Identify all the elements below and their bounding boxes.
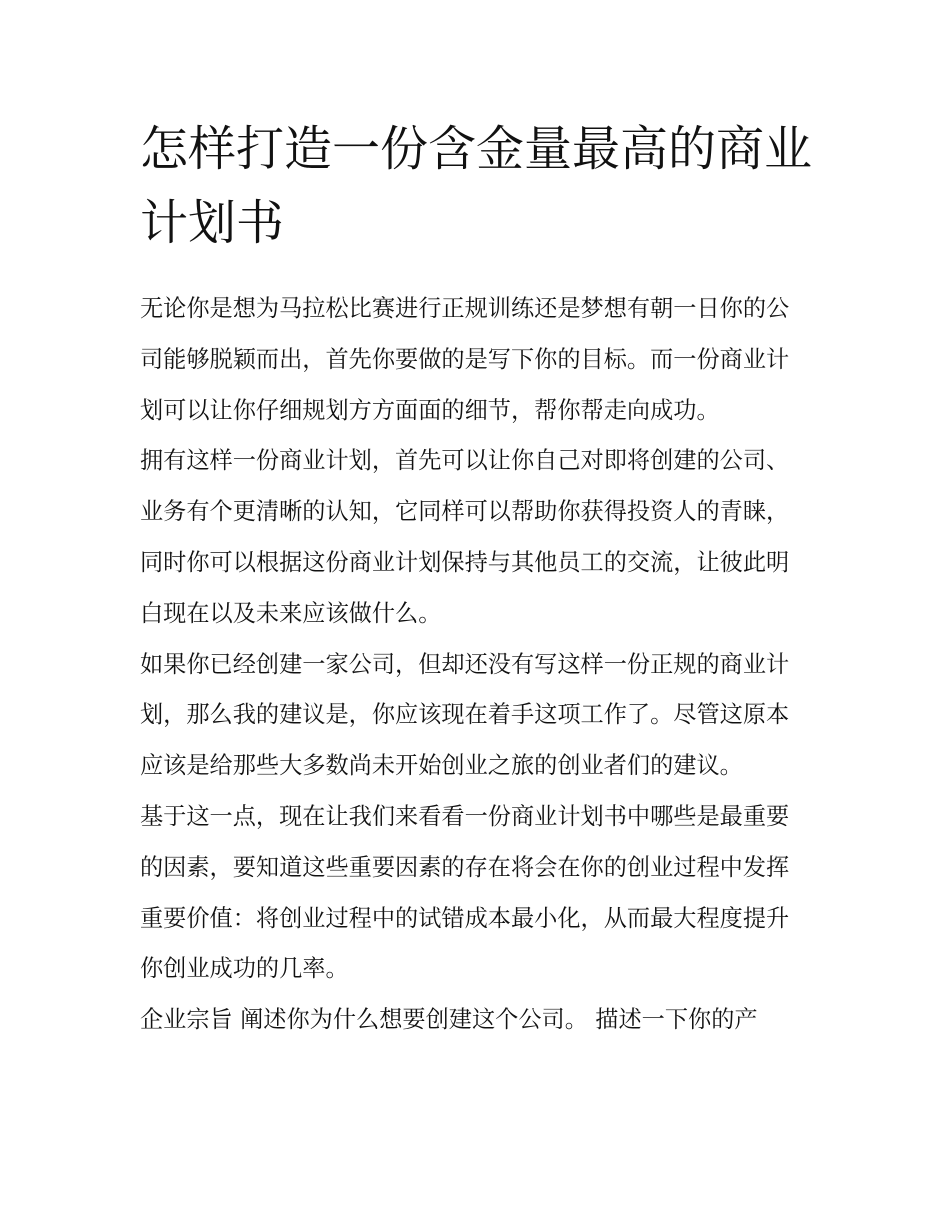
- paragraph: 基于这一点，现在让我们来看看一份商业计划书中哪些是最重要的因素，要知道这些重要因素的存在将会在你的创业过程中发挥重要价值：将创业过程中的试错成本最小化，从而最大程度提升你创业成功的几率。: [140, 802, 790, 983]
- paragraph: 企业宗旨 阐述你为什么想要创建这个公司。 描述一下你的产: [140, 1006, 758, 1034]
- paragraph: 无论你是想为马拉松比赛进行正规训练还是梦想有朝一日你的公司能够脱颖而出，首先你要做的是写下你的目标。而一份商业计划可以让你仔细规划方方面面的细节，帮你帮走向成功。: [140, 295, 790, 424]
- document-content: [140, 112, 812, 1046]
- document-body: [140, 284, 812, 1046]
- document-title: 怎样打造一份含金量最高的商业计划书: [140, 121, 813, 251]
- paragraph: 如果你已经创建一家公司，但却还没有写这样一份正规的商业计划，那么我的建议是，你应该现在着手这项工作了。尽管这原本应该是给那些大多数尚未开始创业之旅的创业者们的建议。: [140, 650, 790, 780]
- paragraph: 拥有这样一份商业计划，首先可以让你自己对即将创建的公司、业务有个更清晰的认知，它同样可以帮助你获得投资人的青睐，同时你可以根据这份商业计划保持与其他员工的交流，让彼此明白现在以及未来应该做什么。: [140, 447, 790, 627]
